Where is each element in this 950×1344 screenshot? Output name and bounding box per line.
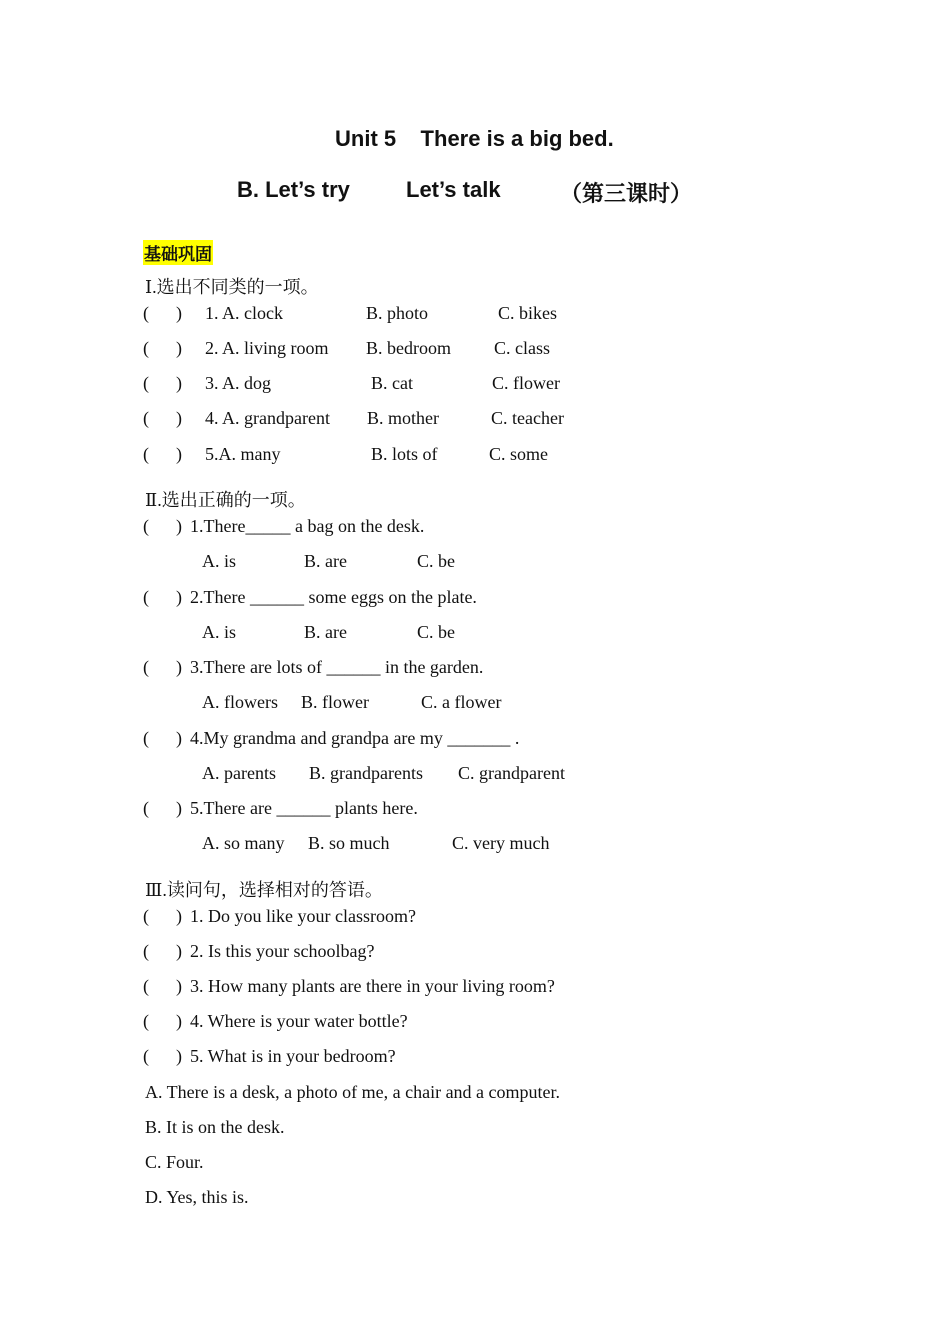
option-a: A. so many — [202, 833, 285, 853]
subtitle-lets-talk: Let’s talk — [406, 177, 501, 202]
answer-bracket[interactable]: ( ) — [143, 906, 182, 926]
option-b: B. mother — [367, 408, 439, 428]
option-c: C. flower — [492, 373, 560, 393]
option-c: C. very much — [452, 833, 550, 853]
answer-bracket[interactable]: ( ) — [143, 338, 182, 358]
option-b: B. grandparents — [309, 763, 423, 783]
answer-option: C. Four. — [145, 1152, 204, 1172]
option-b: B. lots of — [371, 444, 438, 464]
answer-bracket[interactable]: ( ) — [143, 408, 182, 428]
option-b: B. flower — [301, 692, 369, 712]
option-c: C. grandparent — [458, 763, 565, 783]
option-b: B. are — [304, 622, 347, 642]
answer-bracket[interactable]: ( ) — [143, 976, 182, 996]
answer-bracket[interactable]: ( ) — [143, 516, 182, 536]
worksheet-title: Unit 5 There is a big bed. — [335, 126, 614, 151]
option-a: A. flowers — [202, 692, 278, 712]
answer-bracket[interactable]: ( ) — [143, 941, 182, 961]
option-b: B. so much — [308, 833, 390, 853]
option-b: B. cat — [371, 373, 413, 393]
option-c: C. teacher — [491, 408, 564, 428]
question-text: 5.There are ______ plants here. — [190, 798, 418, 818]
answer-bracket[interactable]: ( ) — [143, 1046, 182, 1066]
question-option-a: 5.A. many — [205, 444, 281, 464]
answer-option: B. It is on the desk. — [145, 1117, 285, 1137]
basic-consolidation-label: 基础巩固 — [143, 240, 213, 265]
answer-bracket[interactable]: ( ) — [143, 1011, 182, 1031]
option-c: C. some — [489, 444, 549, 464]
subtitle-lets-try: B. Let’s try — [237, 177, 350, 202]
answer-bracket[interactable]: ( ) — [143, 444, 182, 464]
option-c: C. bikes — [498, 303, 558, 323]
question-text: 1. Do you like your classroom? — [190, 906, 416, 926]
section1-heading: Ⅰ.选出不同类的一项。 — [145, 277, 319, 297]
option-a: A. is — [202, 622, 237, 642]
answer-option: A. There is a desk, a photo of me, a chair and a computer. — [145, 1082, 561, 1102]
question-text: 3. How many plants are there in your living room? — [190, 976, 555, 996]
option-c: C. be — [417, 551, 455, 571]
option-a: A. parents — [202, 763, 276, 783]
option-c: C. a flower — [421, 692, 502, 712]
section2-heading: Ⅱ.选出正确的一项。 — [145, 490, 306, 510]
question-option-a: 3. A. dog — [205, 373, 272, 393]
option-a: A. is — [202, 551, 237, 571]
question-option-a: 4. A. grandparent — [205, 408, 330, 428]
section3-heading: Ⅲ.读问句，选择相对的答语。 — [145, 880, 383, 900]
question-text: 3.There are lots of ______ in the garden. — [190, 657, 484, 677]
answer-option: D. Yes, this is. — [145, 1187, 249, 1207]
option-b: B. bedroom — [366, 338, 451, 358]
question-text: 4. Where is your water bottle? — [190, 1011, 408, 1031]
subtitle-lesson: （第三课时） — [560, 181, 693, 206]
answer-bracket[interactable]: ( ) — [143, 798, 182, 818]
question-text: 4.My grandma and grandpa are my _______ . — [190, 728, 520, 748]
question-option-a: 2. A. living room — [205, 338, 329, 358]
option-b: B. are — [304, 551, 347, 571]
answer-bracket[interactable]: ( ) — [143, 657, 182, 677]
answer-bracket[interactable]: ( ) — [143, 587, 182, 607]
answer-bracket[interactable]: ( ) — [143, 728, 182, 748]
option-c: C. class — [494, 338, 550, 358]
question-text: 2.There ______ some eggs on the plate. — [190, 587, 477, 607]
question-option-a: 1. A. clock — [205, 303, 283, 323]
option-b: B. photo — [366, 303, 429, 323]
answer-bracket[interactable]: ( ) — [143, 303, 182, 323]
answer-bracket[interactable]: ( ) — [143, 373, 182, 393]
question-text: 1.There_____ a bag on the desk. — [190, 516, 425, 536]
option-c: C. be — [417, 622, 455, 642]
question-text: 2. Is this your schoolbag? — [190, 941, 375, 961]
question-text: 5. What is in your bedroom? — [190, 1046, 396, 1066]
